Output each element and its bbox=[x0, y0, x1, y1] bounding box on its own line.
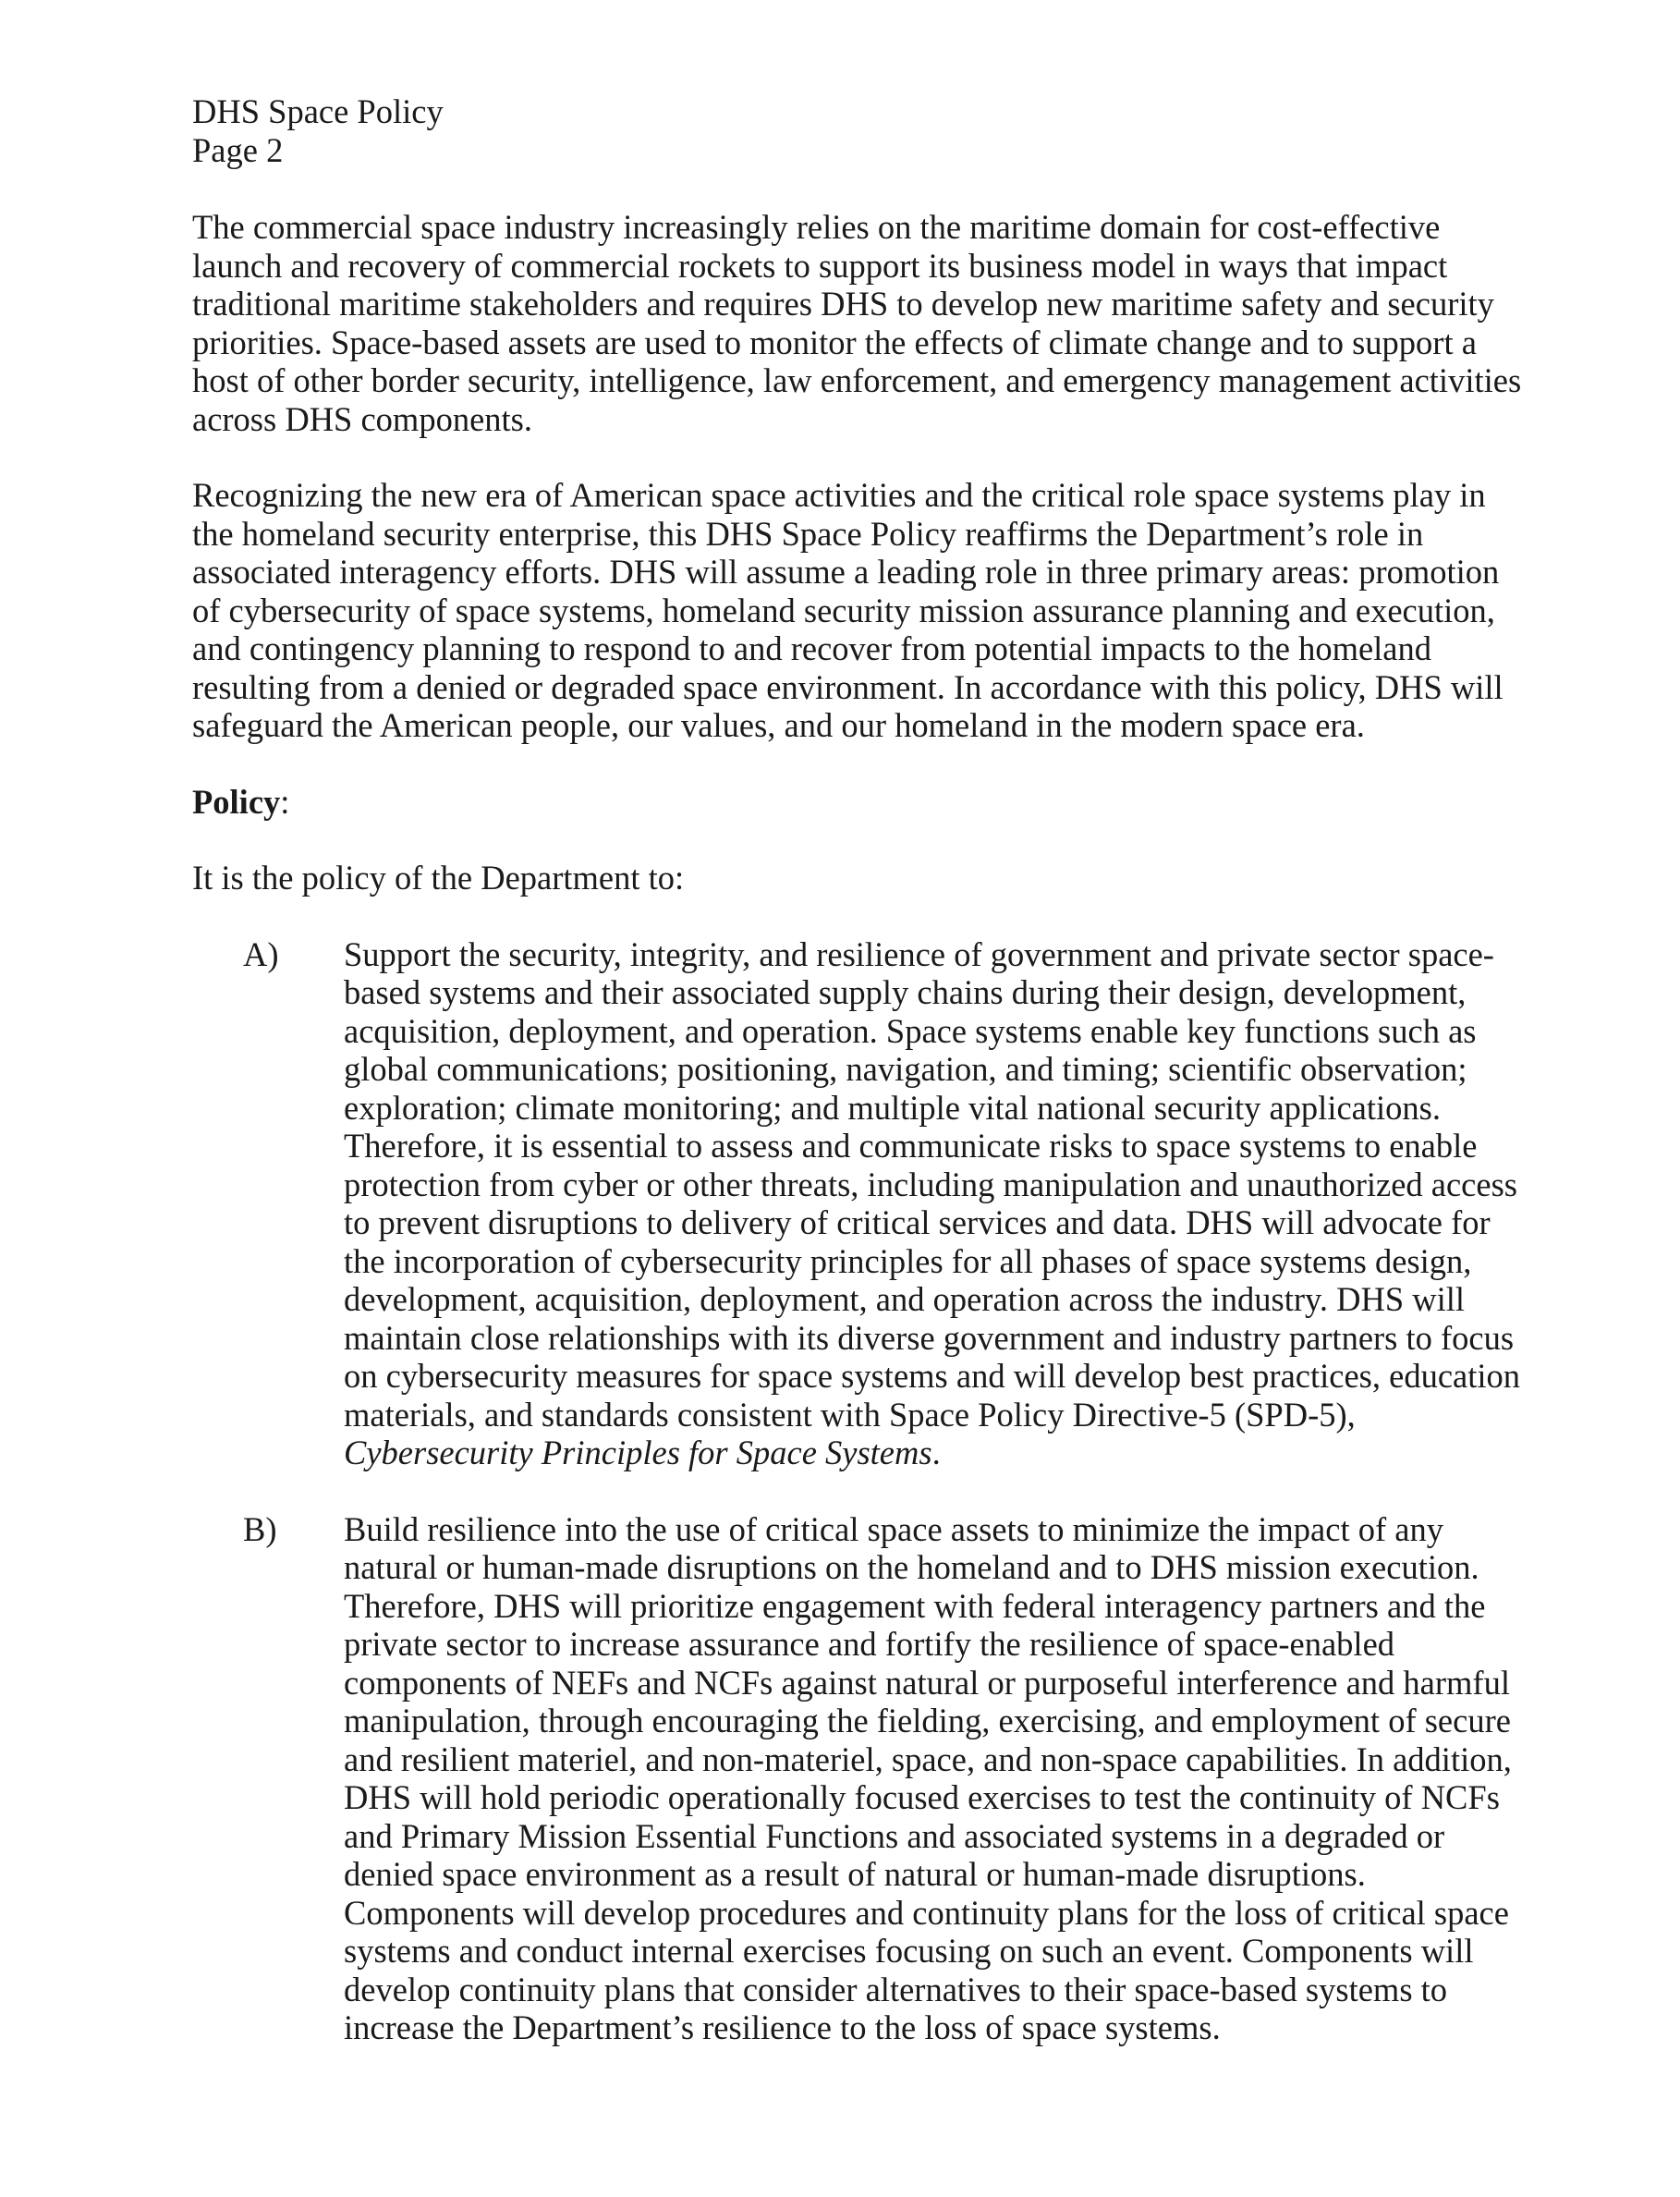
policy-heading-label: Policy bbox=[192, 782, 281, 821]
policy-heading-colon: : bbox=[280, 782, 290, 821]
list-item-end: . bbox=[931, 1434, 941, 1471]
policy-heading bbox=[192, 783, 1523, 822]
document-title: DHS Space Policy bbox=[192, 92, 444, 130]
list-item bbox=[243, 1510, 1523, 2047]
list-item-body: Support the security, integrity, and resilience of government and private sector space-based systems and their associated supply chains during their design, development, acquisition, deployment, and operation. Space systems enable key functions such as global communications; positioning, navigation, and timing; scientific observation; exploration; climate monitoring; and multiple vital national security applications. Therefore, it is essential to assess and communicate risks to space systems to enable protection from cyber or other threats, including manipulation and unauthorized access to prevent disruptions to delivery of critical services and data. DHS will advocate for the incorporation of cybersecurity principles for all phases of space systems design, development, acquisition, deployment, and operation across the industry. DHS will maintain close relationships with its diverse government and industry partners to focus on cybersecurity measures for space systems and will develop best practices, education materials, and standards consistent with Space Policy Directive-5 (SPD-5), bbox=[344, 934, 1521, 1434]
paragraph-new-era: Recognizing the new era of American space activities and the critical role space systems play in the homeland security enterprise, this DHS Space Policy reaffirms the Department’s role in associated interagency efforts. DHS will assume a leading role in three primary areas: promotion of cybersecurity of space systems, homeland security mission assurance planning and execution, and contingency planning to respond to and recover from potential impacts to the homeland resulting from a denied or degraded space environment. In accordance with this policy, DHS will safeguard the American people, our values, and our homeland in the modern space era. bbox=[192, 476, 1503, 744]
list-item-italic-title: Cybersecurity Principles for Space Systems bbox=[344, 1434, 932, 1471]
page-header bbox=[192, 92, 1523, 169]
policy-list bbox=[192, 935, 1523, 2047]
document-page bbox=[192, 92, 1523, 2047]
policy-intro: It is the policy of the Department to: bbox=[192, 859, 685, 897]
page-number: Page 2 bbox=[192, 130, 284, 169]
list-item-body: Build resilience into the use of critical space assets to minimize the impact of any natural or human-made disruptions on the homeland and to DHS mission execution. Therefore, DHS will prioritize engagement with federal interagency partners and the private sector to increase assurance and fortify the resilience of space-enabled components of NEFs and NCFs against natural or purposeful interference and harmful manipulation, through encouraging the fielding, exercising, and employment of secure and resilient materiel, and non-materiel, space, and non-space capabilities. In addition, DHS will hold periodic operationally focused exercises to test the continuity of NCFs and Primary Mission Essential Functions and associated systems in a degraded or denied space environment as a result of natural or human-made disruptions. Components will develop procedures and continuity plans for the loss of critical space systems and conduct internal exercises focusing on such an event. Components will develop continuity plans that consider alternatives to their space-based systems to increase the Department’s resilience to the loss of space systems. bbox=[344, 1509, 1512, 2046]
list-item bbox=[243, 935, 1523, 1472]
list-item-text bbox=[344, 1510, 1512, 2047]
paragraph-commercial-space: The commercial space industry increasingly relies on the maritime domain for cost-effective launch and recovery of commercial rockets to support its business model in ways that impact traditional maritime stakeholders and requires DHS to develop new maritime safety and security priorities. Space-based assets are used to monitor the effects of climate change and to support a host of other border security, intelligence, law enforcement, and emergency management activities across DHS components. bbox=[192, 208, 1522, 438]
list-marker: B) bbox=[243, 1509, 277, 1548]
list-marker: A) bbox=[243, 934, 279, 973]
list-item-text bbox=[344, 935, 1520, 1472]
